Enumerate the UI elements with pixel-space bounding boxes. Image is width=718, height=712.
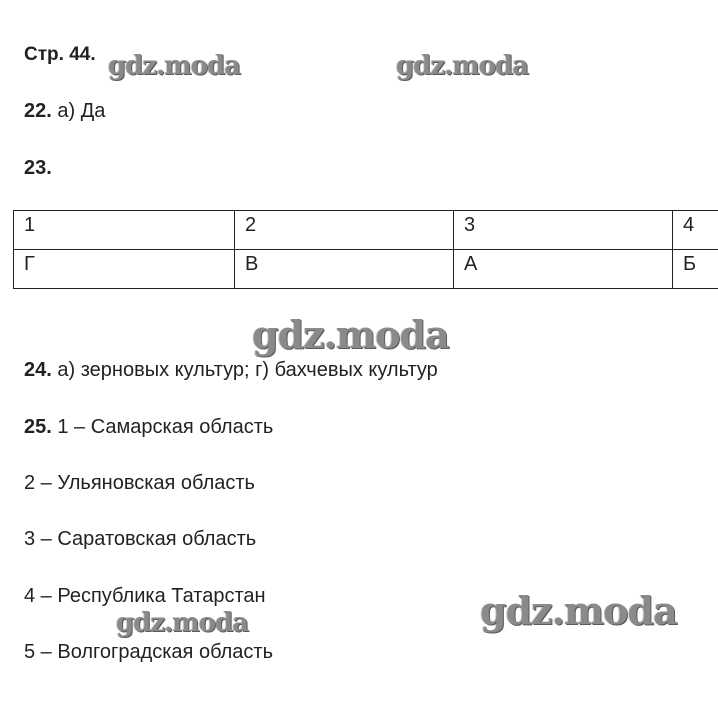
table-value-cell-2: В <box>235 250 454 289</box>
question-23 <box>24 156 52 180</box>
question-25 <box>24 415 273 439</box>
question-25-item-4: 4 – Республика Татарстан <box>24 585 266 607</box>
page-heading: Стр. 44. <box>24 44 96 65</box>
question-24-number: 24. <box>24 359 52 381</box>
question-22-answer: а) Да <box>57 100 106 122</box>
watermark-top-left: gdz.moda <box>108 51 241 81</box>
watermark-middle: gdz.moda <box>252 312 449 357</box>
question-25-item-1: 1 – Самарская область <box>57 416 274 438</box>
question-25-number: 25. <box>24 416 52 438</box>
watermark-top-right: gdz.moda <box>396 51 529 81</box>
watermark-bottom-left: gdz.moda <box>116 608 249 638</box>
table-value-cell-4: Б <box>673 250 718 289</box>
question-25-item-3: 3 – Саратовская область <box>24 528 257 550</box>
question-25-item-5: 5 – Волгоградская область <box>24 641 273 663</box>
question-24-answer: а) зерновых культур; г) бахчевых культур <box>57 359 438 381</box>
table-header-cell-1: 1 <box>14 211 235 250</box>
watermark-bottom-right: gdz.moda <box>480 588 677 633</box>
table-header-cell-2: 2 <box>235 211 454 250</box>
table-value-cell-1: Г <box>14 250 235 289</box>
table-header-cell-3: 3 <box>454 211 673 250</box>
question-25-item-2: 2 – Ульяновская область <box>24 472 255 494</box>
table-value-row <box>14 250 718 289</box>
question-24 <box>24 358 438 382</box>
answer-table <box>13 210 718 289</box>
question-22 <box>24 99 105 123</box>
table-header-row <box>14 211 718 250</box>
question-22-number: 22. <box>24 100 52 122</box>
table-value-cell-3: А <box>454 250 673 289</box>
table-header-cell-4: 4 <box>673 211 718 250</box>
question-23-number: 23. <box>24 157 52 179</box>
